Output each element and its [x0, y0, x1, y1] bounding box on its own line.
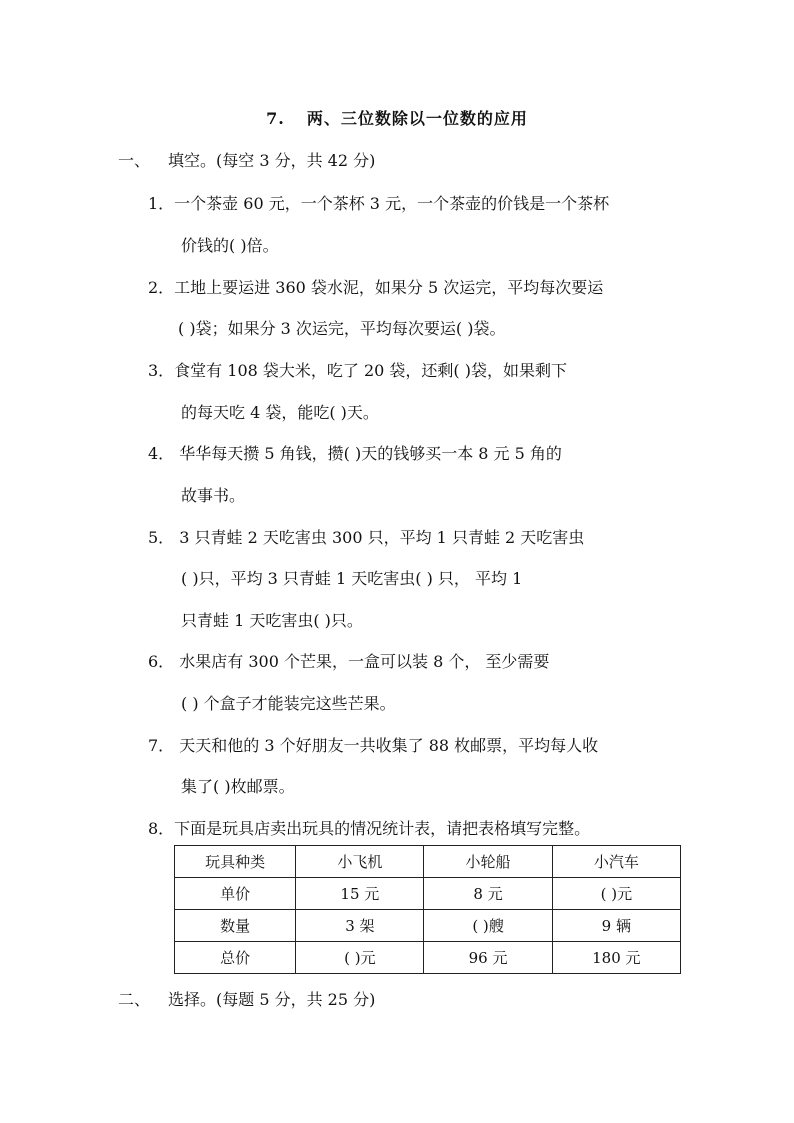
title-text: 两、三位数除以一位数的应用: [306, 109, 528, 128]
table-cell: 8 元: [424, 878, 552, 910]
question-1-line-1: 1．一个茶壶 60 元，一个茶杯 3 元，一个茶壶的价钱是一个茶杯: [148, 194, 610, 213]
table-row: [175, 878, 681, 910]
question-3-line-1: 3．食堂有 108 袋大米，吃了 20 袋，还剩( )袋，如果剩下: [148, 361, 567, 380]
question-5-line-1: 5． 3 只青蛙 2 天吃害虫 300 只，平均 1 只青蛙 2 天吃害虫: [148, 528, 585, 547]
table-header-row: [175, 846, 681, 878]
toy-sales-table: [174, 845, 681, 974]
question-5-line-3: 只青蛙 1 天吃害虫( )只。: [181, 611, 363, 630]
section-1-heading: 填空。(每空 3 分，共 42 分): [168, 151, 376, 170]
table-cell: 180 元: [552, 942, 680, 974]
question-7-line-2: 集了( )枚邮票。: [181, 777, 295, 796]
section-1-label: 一、: [118, 151, 151, 170]
question-5-line-2: ( )只，平均 3 只青蛙 1 天吃害虫( ) 只， 平均 1: [181, 569, 523, 588]
title-number: 7.: [266, 109, 285, 128]
table-cell: 单价: [175, 878, 296, 910]
table-row: [175, 942, 681, 974]
table-header-cell: 小汽车: [552, 846, 680, 878]
table-cell: 96 元: [424, 942, 552, 974]
question-4-line-2: 故事书。: [181, 486, 246, 505]
question-6-line-1: 6． 水果店有 300 个芒果，一盒可以装 8 个， 至少需要: [148, 652, 550, 671]
table-cell: 15 元: [296, 878, 424, 910]
table-row: [175, 910, 681, 942]
table-header-cell: 玩具种类: [175, 846, 296, 878]
table-cell: ( )元: [296, 942, 424, 974]
question-8-line-1: 8．下面是玩具店卖出玩具的情况统计表，请把表格填写完整。: [148, 819, 591, 838]
question-4-line-1: 4． 华华每天攒 5 角钱，攒( )天的钱够买一本 8 元 5 角的: [148, 444, 562, 463]
question-2-line-1: 2．工地上要运进 360 袋水泥，如果分 5 次运完，平均每次要运: [148, 278, 604, 297]
table-cell: 总价: [175, 942, 296, 974]
question-7-line-1: 7． 天天和他的 3 个好朋友一共收集了 88 枚邮票，平均每人收: [148, 736, 599, 755]
table-cell: ( )艘: [424, 910, 552, 942]
section-2-heading: 选择。(每题 5 分，共 25 分): [168, 990, 376, 1009]
table-cell: 3 架: [296, 910, 424, 942]
question-2-line-2: ( )袋；如果分 3 次运完，平均每次要运( )袋。: [178, 319, 506, 338]
table-header-cell: 小飞机: [296, 846, 424, 878]
section-2-label: 二、: [118, 990, 151, 1009]
page-title: [0, 106, 794, 129]
question-6-line-2: ( ) 个盒子才能装完这些芒果。: [181, 694, 396, 713]
table-header-cell: 小轮船: [424, 846, 552, 878]
table-cell: ( )元: [552, 878, 680, 910]
table-cell: 数量: [175, 910, 296, 942]
question-3-line-2: 的每天吃 4 袋，能吃( )天。: [181, 403, 379, 422]
question-1-line-2: 价钱的( )倍。: [181, 236, 279, 255]
table-cell: 9 辆: [552, 910, 680, 942]
